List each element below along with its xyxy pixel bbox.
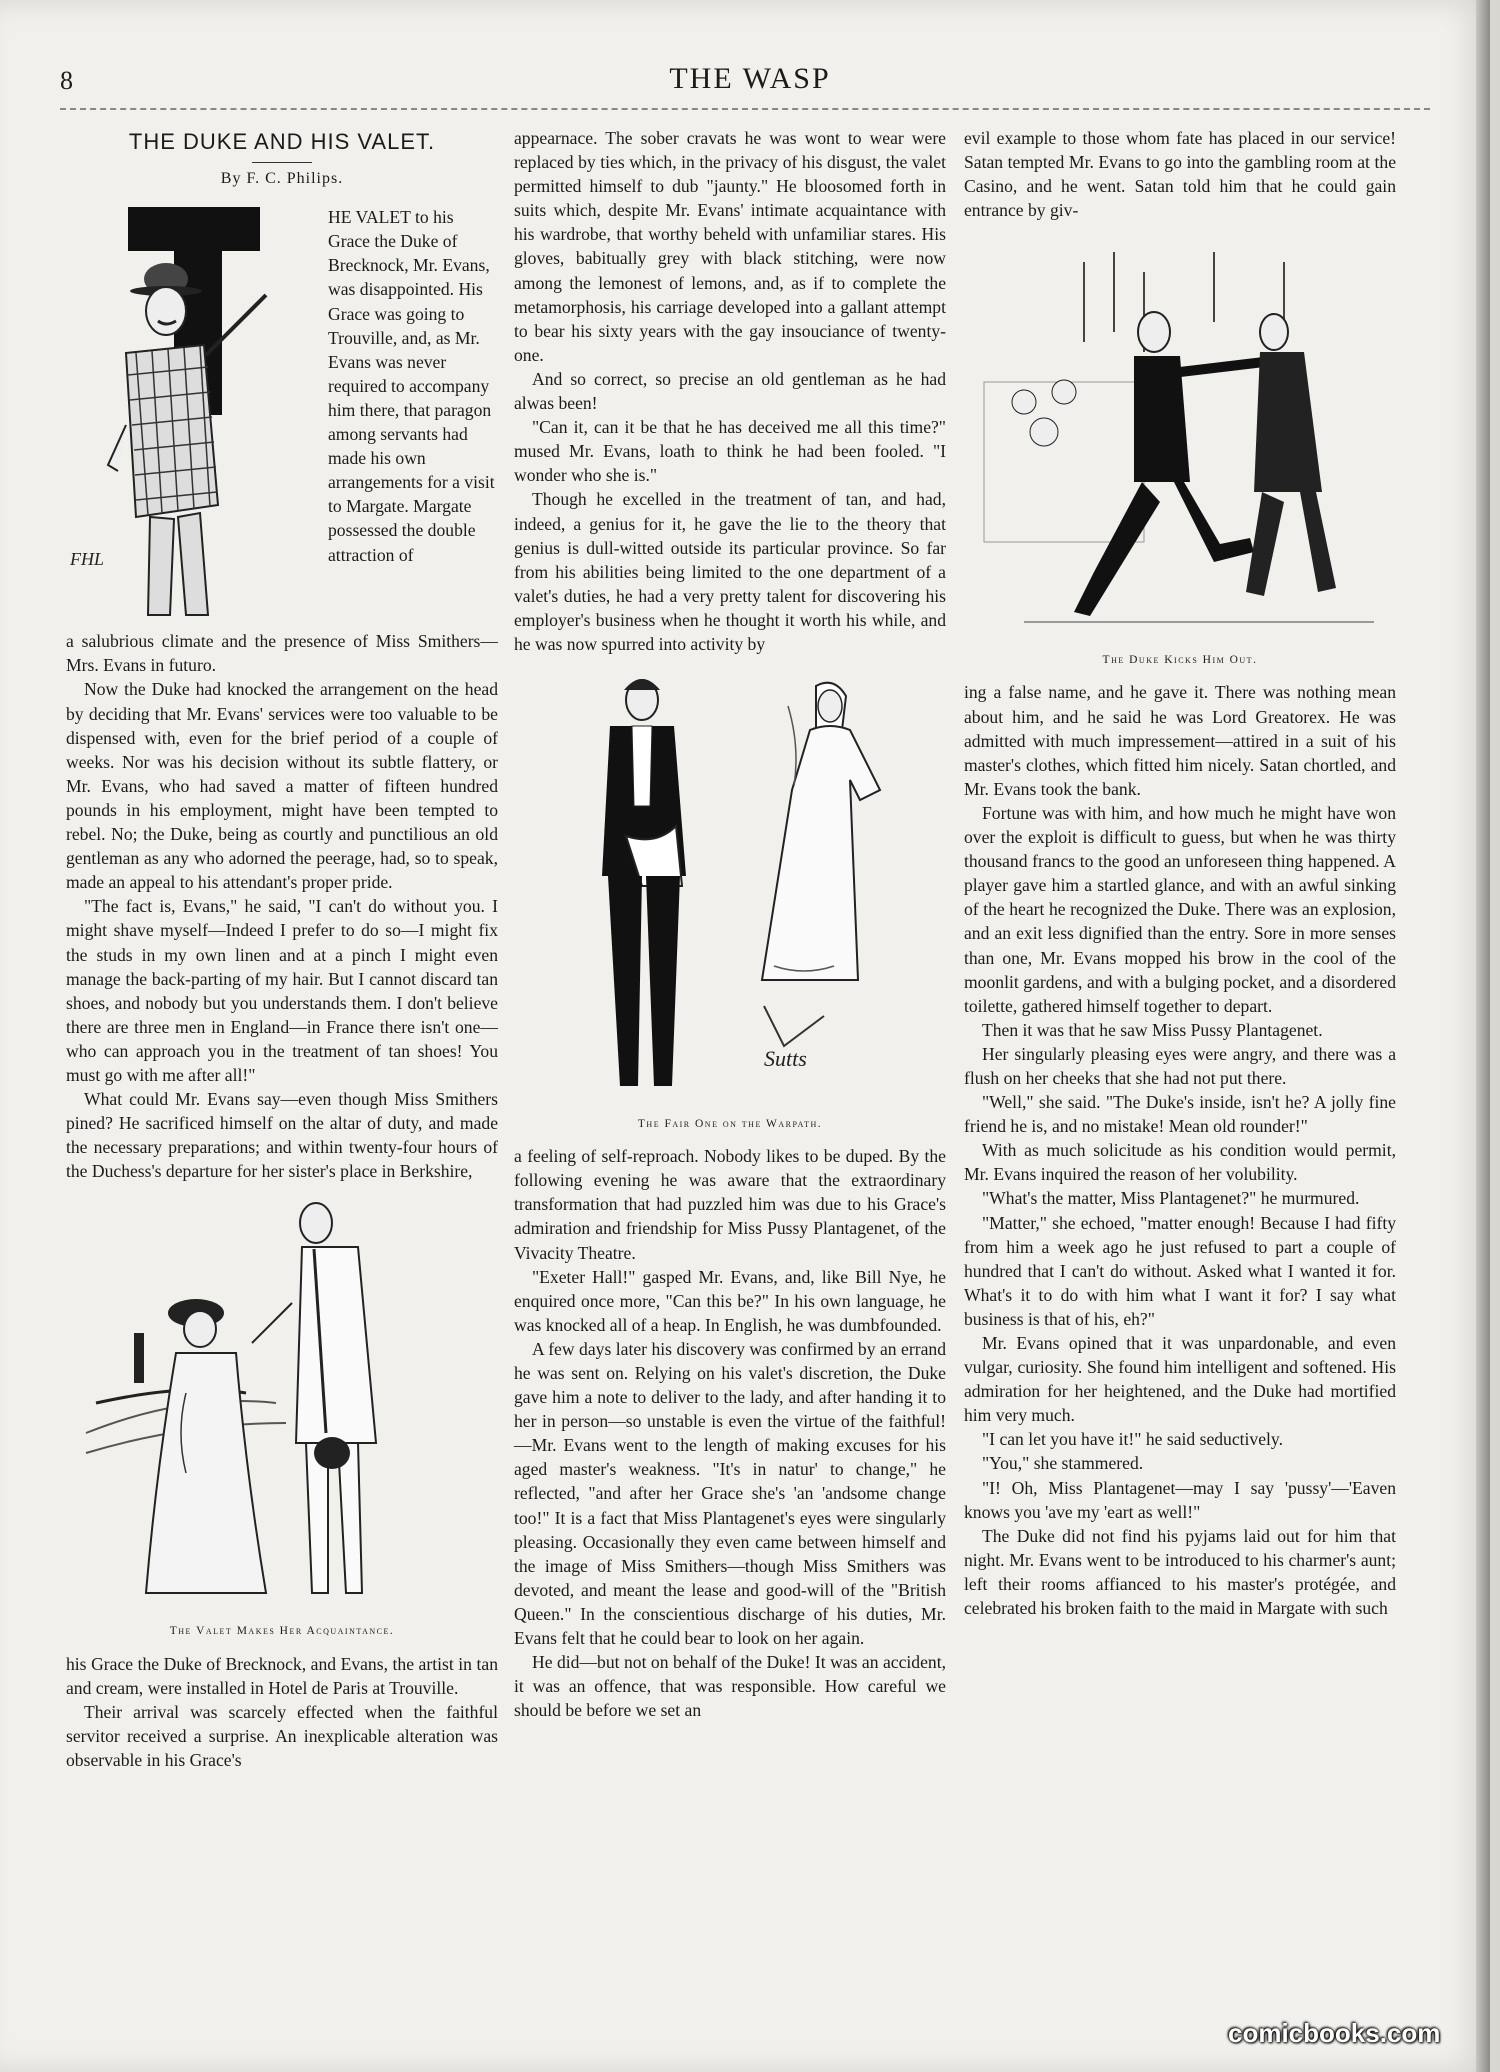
paragraph: "The fact is, Evans," he said, "I can't do without you. I might shave myself—Indeed I prefer to do so—I might fix the studs in my own linen and at a pinch I might even manage the back-parting of my hair. But I cannot discard tan shoes, and nobody but you understands them. I don't believe there are three men in England—in France there isn't one—who can approach you in the treatment of tan shoes! You must go with me after all!" xyxy=(66,896,498,1085)
svg-text:Sutts: Sutts xyxy=(764,1046,807,1072)
caption-fair-one: The Fair One on the Warpath. xyxy=(637,1118,823,1131)
paragraph: Then it was that he saw Miss Pussy Plantagenet. xyxy=(982,1019,1323,1040)
page-edge-shadow xyxy=(1476,0,1490,2072)
paragraph: a salubrious climate and the presence of Miss Smithers—Mrs. Evans in futuro. xyxy=(66,631,498,676)
masthead: THE WASP xyxy=(669,62,831,95)
paragraph: a feeling of self-reproach. Nobody likes to be duped. By the following evening he was aware that the extraordinary transformation that had puzzled him was due to his Grace's admiration and friendship for Miss Pussy Plantagenet, of the Vivacity Theatre. xyxy=(514,1146,946,1263)
paragraph: Mr. Evans opined that it was unpardonable, and even vulgar, curiosity. She found him intelligent and softened. His admiration for her heightened, and the Duke had mortified him very much. xyxy=(964,1333,1396,1426)
paragraph: "You," she stammered. xyxy=(982,1453,1144,1474)
valet-dropcap-illustration xyxy=(66,205,318,623)
paragraph: Though he excelled in the treatment of tan, and had, indeed, a genius for it, he gave the lie to the theory that genius is dull-witted outside its particular province. So far from his abilities being limited to the one department of a valet's duties, he had a very pretty talent for discovering his employer's business when he thought it worth his while, and he was now spurred into activity by xyxy=(514,489,946,654)
paragraph: evil example to those whom fate has placed in our service! Satan tempted Mr. Evans to go into the gambling room at the Casino, and he went. Satan told him that he could gain entrance by giv- xyxy=(964,128,1396,221)
paragraph: ing a false name, and he gave it. There was nothing mean about him, and he said he was Lord Greatorex. He was admitted with much impressement—attired in a suit of his master's clothes, which fitted him nicely. Satan chortled, and Mr. Evans took the bank. xyxy=(964,682,1396,799)
figure-valet-acquaintance xyxy=(66,1193,498,1643)
watermark: comicbooks.com xyxy=(1228,2018,1441,2048)
paragraph: "I can let you have it!" he said seductively. xyxy=(982,1429,1283,1450)
dropcap-illustration xyxy=(66,205,328,629)
dropcap-paragraph: HE VALET to his Grace the Duke of Brecknock, Mr. Evans, was disappointed. His Grace was going to Trouville, and, as Mr. Evans was never required to accompany him there, that paragon among servants had made his own arrangements for a visit to Margate. Margate possessed the double attraction of xyxy=(328,207,495,565)
column-2 xyxy=(514,126,946,1722)
paragraph: With as much solicitude as his condition would permit, Mr. Evans inquired the reason of her volubility. xyxy=(964,1140,1396,1185)
caption-duke-kicks: The Duke Kicks Him Out. xyxy=(1102,654,1258,667)
paragraph: "Well," she said. "The Duke's inside, isn't he? A jolly fine friend he is, and no mistake! Mean old rounder!" xyxy=(964,1092,1396,1137)
header-rule xyxy=(60,108,1430,110)
paragraph: appearnace. The sober cravats he was wont to wear were replaced by ties which, in the privacy of his disgust, the valet permitted himself to dub "jaunty." He bloosomed forth in suits which, despite Mr. Evans' intimate acquaintance with his wardrobe, that worthy beheld with unfamiliar stares. His gloves, babitually grey with black stitching, were now among the lemonest of lemons, and, as if to complete the metamorphosis, his carriage developed into a gallant attempt to bear his sixty years with the gay insouciance of twenty-one. xyxy=(514,128,946,365)
paragraph: What could Mr. Evans say—even though Miss Smithers pined? He sacrificed himself on the altar of duty, and made the necessary preparations; and within twenty-four hours of the Duchess's departure for her sister's place in Berkshire, xyxy=(66,1089,498,1182)
paragraph: "What's the matter, Miss Plantagenet?" he murmured. xyxy=(982,1188,1360,1209)
paragraph: And so correct, so precise an old gentleman as he had alwas been! xyxy=(514,368,946,414)
paragraph: A few days later his discovery was confirmed by an errand he was sent on. Relying on his valet's discretion, the Duke gave him a note to deliver to the lady, and after handing it to her in person—so unstable is even the virtue of the faithful!—Mr. Evans went to the length of making excuses for his aged master's weakness. "It's in natur' to change," he reflected, "and after her Grace she's 'an 'andsome change too!" It is a fact that Miss Plantagenet's eyes were singularly pleasing. Occasionally they even came between himself and the image of Miss Smithers—though Miss Smithers was devoted, and meant the lease and good-will of the "British Queen." In the conscientious discharge of his duties, Mr. Evans felt that he could bear to look on her again. xyxy=(514,1338,946,1649)
caption-valet-acquaintance: The Valet Makes Her Acquaintance. xyxy=(169,1625,395,1638)
paragraph: "Exeter Hall!" gasped Mr. Evans, and, like Bill Nye, he enquired once more, "Can this be?" In his own language, he was knocked all of a heap. In English, he was dumbfounded. xyxy=(514,1266,946,1335)
paragraph: Now the Duke had knocked the arrangement on the head by deciding that Mr. Evans' services were too valuable to be dispensed with, even for the brief period of a couple of weeks. Nor was his decision without its subtle flattery, or Mr. Evans, who had saved a matter of fifteen hundred pounds in his employment, might have been tempted to rebel. No; the Duke, being as courtly and punctilious an old gentleman as any who adorned the peerage, had, so to speak, made an appeal to his attendant's proper pride. xyxy=(66,679,498,893)
paragraph: Her singularly pleasing eyes were angry, and there was a flush on her cheeks that she had not put there. xyxy=(964,1043,1396,1088)
article-title: THE DUKE AND HIS VALET. xyxy=(128,129,436,154)
dropcap-block xyxy=(66,205,498,629)
paragraph: He did—but not on behalf of the Duke! It was an accident, it was an offence, that was responsible. How careful we should be before we set an xyxy=(514,1652,946,1721)
paragraph: "I! Oh, Miss Plantagenet—may I say 'pussy'—'Eaven knows you 'ave my 'eart as well!" xyxy=(964,1477,1396,1522)
page-number: 8 xyxy=(60,66,73,95)
paragraph: his Grace the Duke of Brecknock, and Evans, the artist in tan and cream, were installed in Hotel de Paris at Trouville. xyxy=(66,1653,498,1698)
paragraph: Fortune was with him, and how much he might have won over the exploit is difficult to guess, but when he was thirty thousand francs to the good an unforeseen thing happened. A player gave him a startled glance, and with an awful sinking of the heart he recognized the Duke. There was an explosion, and an exit less dignified than the entry. Sore in more senses than one, Mr. Evans mopped his brow in the cool of the moonlit gardens, and with a bulging pocket, and a disordered toilette, gathered himself together to depart. xyxy=(964,802,1396,1016)
paragraph: Their arrival was scarcely effected when the faithful servitor received a surprise. An inexplicable alteration was observable in his Grace's xyxy=(66,1701,498,1770)
column-1 xyxy=(66,126,498,1772)
dropcap-letter: T xyxy=(194,237,201,249)
article-byline: By F. C. Philips. xyxy=(220,170,344,188)
figure-duke-kicks xyxy=(964,232,1396,672)
figure-fair-one xyxy=(514,666,946,1136)
fair-one-illustration xyxy=(514,666,946,1106)
paragraph: The Duke did not find his pyjams laid out for him that night. Mr. Evans went to be introduced to his charmer's aunt; left their rooms affianced to his master's protégée, and celebrated his broken faith to the maid in Margate with such xyxy=(964,1525,1396,1619)
column-3 xyxy=(964,126,1396,1620)
valet-acquaintance-illustration xyxy=(66,1193,498,1613)
paragraph: "Can it, can it be that he has deceived me all this time?" mused Mr. Evans, loath to think he had been fooled. "I wonder who she is." xyxy=(514,417,946,486)
paragraph: "Matter," she echoed, "matter enough! Because I had fifty from him a week ago he just refused to part a couple of hundred that I can't do without. Asked what I wanted it for. What's it to do with him what I want it for? I say what business is that of his, eh?" xyxy=(964,1212,1396,1329)
duke-kicks-illustration xyxy=(964,232,1396,642)
svg-text:FHL: FHL xyxy=(70,549,105,570)
byline-rule xyxy=(252,162,312,163)
